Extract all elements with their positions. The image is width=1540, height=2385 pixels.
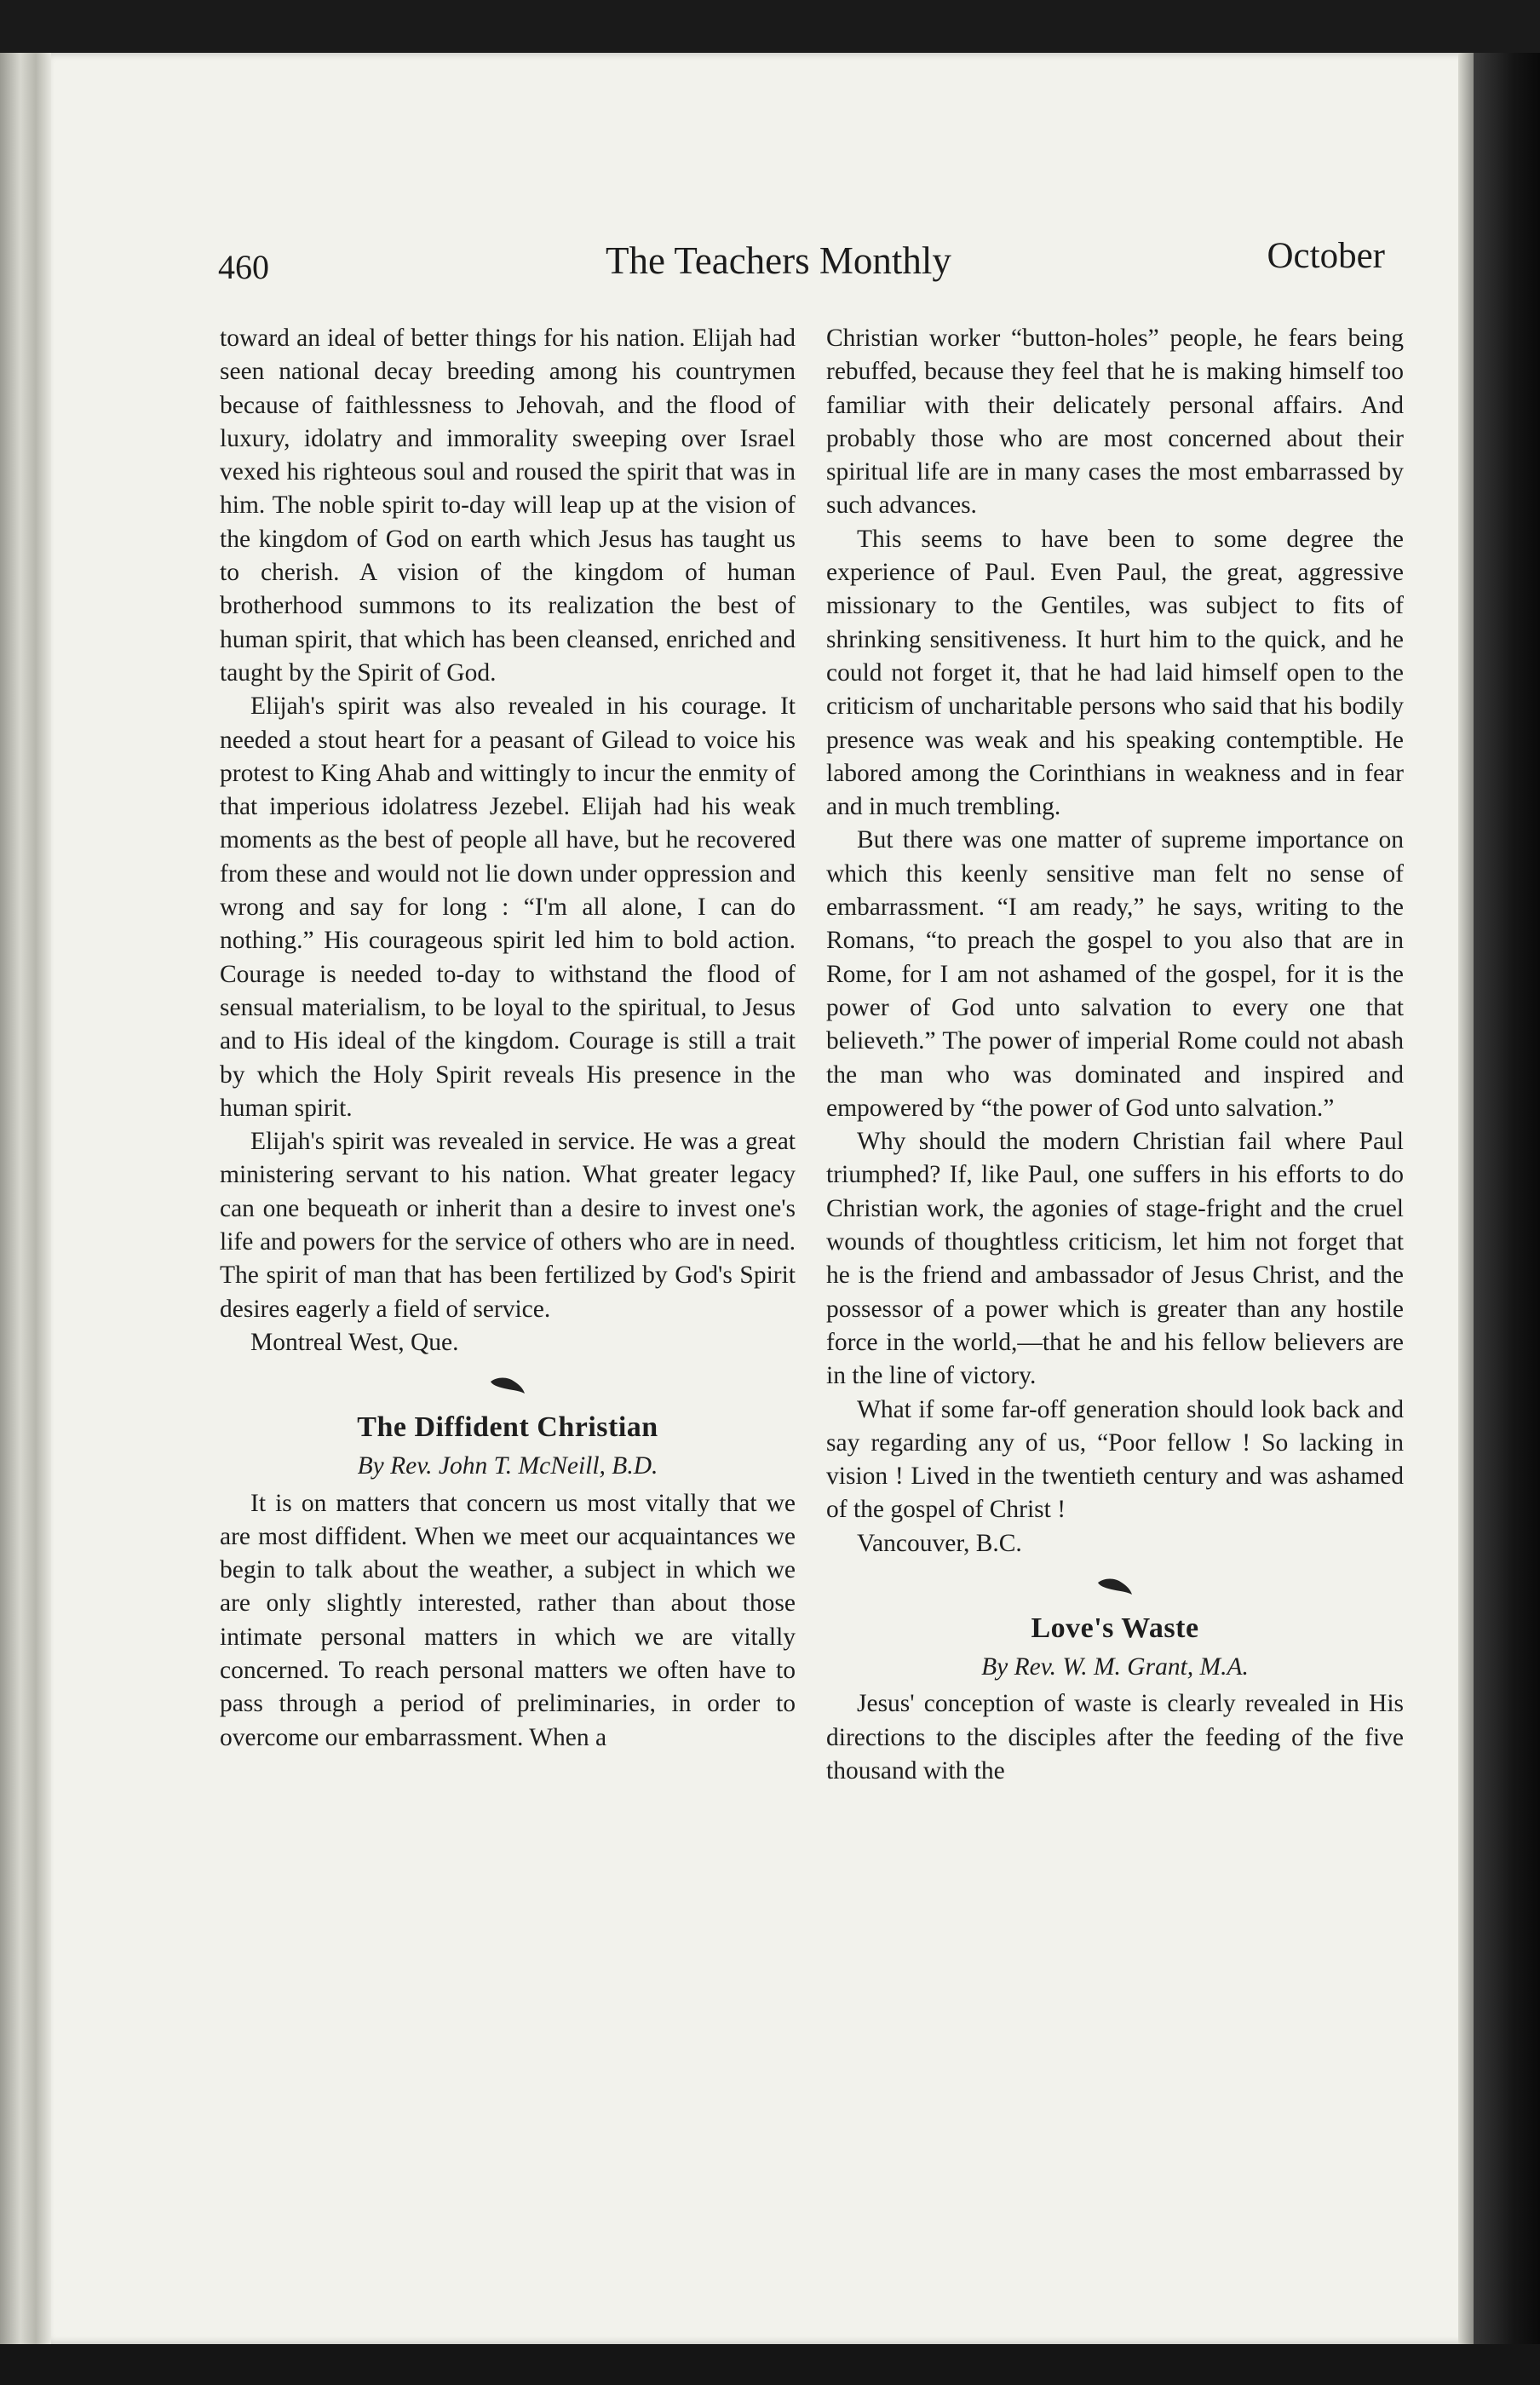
paragraph: It is on matters that concern us most vitally that we are most diffident. When we meet our acquaintances we begin to talk about the weather, a subject in which we are only slightly interested, rather than about those intimate personal matters in which we are vitally concerned. To reach personal matters we often have to pass through a period of preliminaries, in order to overcome our embarrassment. When a	[220, 1489, 796, 1751]
page-number: 460	[218, 248, 269, 286]
right-column	[826, 322, 1404, 1788]
paragraph: Jesus' conception of waste is clearly revealed in His directions to the disciples after the feeding of the five thousand with the	[826, 1690, 1404, 1784]
article-title: Love's Waste	[1031, 1612, 1199, 1644]
paragraph: This seems to have been to some degree the experience of Paul. Even Paul, the great, aggressive missionary to the Gentiles, was subject to fits of shrinking sensitiveness. It hurt him to the quick, and he could not forget it, that he had laid himself open to the criticism of uncharitable persons who said that his bodily presence was weak and his speaking contemptible. He labored among the Corinthians in weakness and in fear and in much trembling.	[826, 525, 1404, 821]
left-column	[220, 322, 796, 1755]
paragraph: Elijah's spirit was also revealed in his courage. It needed a stout heart for a peasant of Gilead to voice his protest to King Ahab and wittingly to incur the enmity of that imperious idolatress Jezebel. Elijah had his weak moments as the best of people all have, but he recovered from these and would not lie down under oppression and wrong and say for long : “I'm all alone, I can do nothing.” His courageous spirit led him to bold action. Courage is needed to-day to withstand the flood of sensual materialism, to be loyal to the spiritual, to Jesus and to His ideal of the kingdom. Courage is still a trait by which the Holy Spirit reveals His presence in the human spirit.	[220, 693, 796, 1122]
running-header	[218, 232, 1385, 291]
scan-top-border	[0, 0, 1540, 53]
page-edge	[1458, 53, 1474, 2344]
place-signature: Montreal West, Que.	[250, 1328, 459, 1356]
paragraph: But there was one matter of supreme importance on which this keenly sensitive man felt no sense of embarrassment. “I am ready,” he says, writing to the Romans, “to preach the gospel to you also that are in Rome, for I am not ashamed of the gospel, for it is the power of God unto salvation to every one that believeth.” The power of imperial Rome could not abash the man who was dominated and inspired and empowered by “the power of God unto salvation.”	[826, 826, 1404, 1122]
journal-title: The Teachers Monthly	[606, 239, 951, 282]
place-signature: Vancouver, B.C.	[857, 1529, 1022, 1557]
article-title: The Diffident Christian	[357, 1411, 658, 1444]
leaf-ornament-icon	[1096, 1576, 1134, 1596]
section-ornament	[220, 1371, 796, 1402]
scan-bottom-border	[0, 2344, 1540, 2385]
leaf-ornament-icon	[489, 1375, 526, 1395]
article-byline: By Rev. W. M. Grant, M.A.	[981, 1652, 1249, 1681]
paragraph: Why should the modern Christian fail where Paul triumphed? If, like Paul, one suffers in his efforts to do Christian work, the agonies of stage-fright and the cruel wounds of thoughtless criticism, let him not forget that he is the friend and ambassador of Jesus Christ, and the possessor of a power which is greater than any hostile force in the world,—that he and his fellow believers are in the line of victory.	[826, 1128, 1404, 1390]
book-binding	[0, 53, 51, 2353]
paragraph: What if some far-off generation should look back and say regarding any of us, “Poor fellow ! So lacking in vision ! Lived in the twentieth century and was ashamed of the gospel of Christ !	[826, 1395, 1404, 1524]
paragraph: Christian worker “button-holes” people, he fears being rebuffed, because they feel that he is making himself too familiar with their delicately personal affairs. And probably those who are most concerned about their spiritual life are in many cases the most embarrassed by such advances.	[826, 325, 1404, 520]
issue-month: October	[1267, 236, 1385, 276]
paragraph: Elijah's spirit was revealed in service. He was a great ministering servant to his nation. What greater legacy can one bequeath or inherit than a desire to invest one's life and powers for the service of others who are in need. The spirit of man that has been fertilized by God's Spirit desires eagerly a field of service.	[220, 1128, 796, 1323]
section-ornament	[826, 1572, 1404, 1603]
paragraph: toward an ideal of better things for his nation. Elijah had seen national decay breeding among his countrymen because of faithlessness to Jehovah, and the flood of luxury, idolatry and immorality sweeping over Israel vexed his righteous soul and roused the spirit that was in him. The noble spirit to-day will leap up at the vision of the kingdom of God on earth which Jesus has taught us to cherish. A vision of the kingdom of human brotherhood summons to its realization the best of human spirit, that which has been cleansed, enriched and taught by the Spirit of God.	[220, 325, 796, 687]
article-byline: By Rev. John T. McNeill, B.D.	[357, 1452, 658, 1480]
scan-right-border	[1474, 53, 1540, 2344]
